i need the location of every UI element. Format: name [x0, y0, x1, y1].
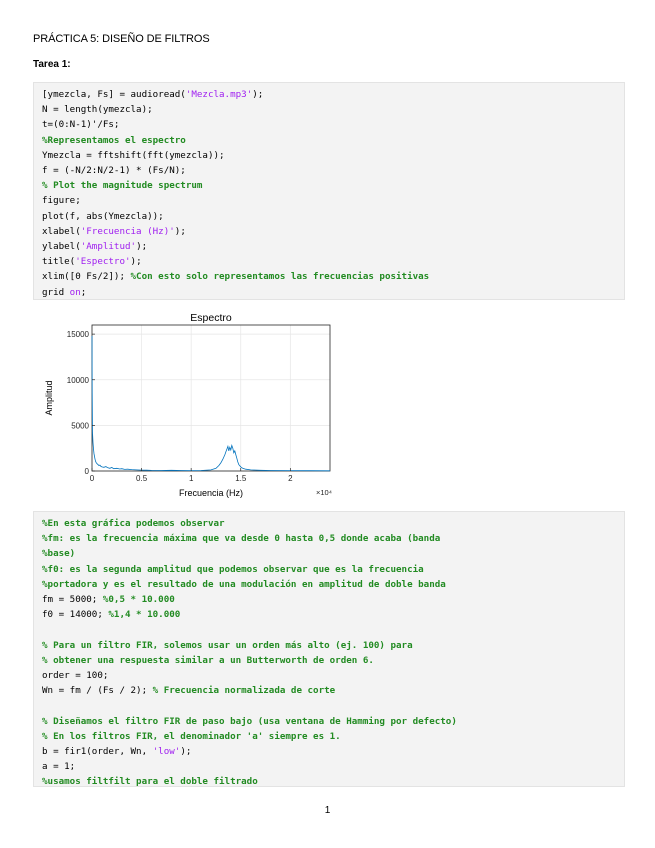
- code-token: %En esta gráfica podemos observar: [42, 518, 225, 529]
- task-heading: Tarea 1:: [33, 59, 71, 70]
- page-number: 1: [324, 805, 331, 816]
- code-line: [42, 622, 616, 637]
- code-line: [42, 269, 616, 284]
- code-line: [42, 592, 616, 607]
- code-line: [42, 577, 616, 592]
- chart-xlabel: Frecuencia (Hz): [178, 488, 244, 498]
- code-token: );: [130, 256, 142, 268]
- spectrum-chart: [40, 308, 340, 503]
- chart-series-line: [92, 336, 330, 471]
- code-line: [42, 209, 616, 224]
- code-token: f = (-N/2:N/2-1) * (Fs/N);: [42, 165, 186, 177]
- code-token: );: [174, 225, 186, 237]
- code-token: % obtener una respuesta similar a un Butterworth de orden 6.: [42, 654, 374, 666]
- code-token: %portadora y es el resultado de una modulación en amplitud de doble banda: [42, 578, 446, 590]
- code-token: on: [69, 286, 81, 298]
- code-line: [42, 744, 616, 759]
- code-token: title(: [42, 256, 76, 268]
- code-token: %Representamos el espectro: [42, 134, 186, 146]
- code-line: [42, 102, 616, 117]
- code-line: [42, 607, 616, 622]
- code-token: order = 100;: [42, 670, 109, 682]
- code-line: [42, 239, 616, 254]
- chart-ytick-label: 10000: [66, 375, 89, 385]
- code-token: %fm: es la frecuencia máxima que va desde 0 hasta 0,5 donde acaba (banda: [42, 533, 441, 545]
- code-token: );: [252, 89, 264, 100]
- code-line: [42, 163, 616, 178]
- code-line: [42, 133, 616, 148]
- code-token: 'Espectro': [75, 256, 131, 268]
- code-line: [42, 224, 616, 239]
- code-token: N = length(ymezcla);: [42, 104, 153, 116]
- code-line: [42, 638, 616, 653]
- code-line: [42, 562, 616, 577]
- code-line: [42, 774, 616, 787]
- code-token: % Diseñamos el filtro FIR de paso bajo (usa ventana de Hamming por defecto): [42, 715, 457, 727]
- code-line: [42, 653, 616, 668]
- code-token: %Con esto solo representamos las frecuencias positivas: [130, 271, 430, 283]
- code-line: [42, 516, 616, 531]
- code-line: [42, 148, 616, 163]
- code-block-1: [33, 82, 625, 300]
- code-token: xlim([0 Fs/2]);: [42, 271, 131, 283]
- code-token: %1,4 * 10.000: [108, 609, 181, 621]
- code-token: % Frecuencia normalizada de corte: [152, 685, 336, 697]
- code-block-2: [33, 511, 625, 787]
- chart-axes-frame: [92, 325, 330, 471]
- code-token: grid: [42, 286, 70, 298]
- code-line: [42, 668, 616, 683]
- code-line: [42, 254, 616, 269]
- code-token: % En los filtros FIR, el denominador 'a' siempre es 1.: [42, 730, 341, 742]
- code-line: [42, 531, 616, 546]
- code-token: f0 = 14000;: [42, 609, 109, 621]
- code-token: a = 1;: [42, 761, 76, 773]
- code-token: 'Amplitud': [80, 241, 137, 253]
- code-line: [42, 729, 616, 744]
- chart-grid: [92, 325, 330, 471]
- code-token: Ymezcla = fftshift(fft(ymezcla));: [42, 149, 225, 161]
- code-token: 'Frecuencia (Hz)': [80, 225, 175, 237]
- code-token: );: [136, 241, 148, 253]
- code-line: [42, 546, 616, 561]
- chart-ytick-label: 5000: [71, 421, 89, 431]
- code-token: %usamos filtfilt para el doble filtrado: [42, 776, 258, 787]
- code-token: %0,5 * 10.000: [102, 594, 175, 606]
- code-line: [42, 178, 616, 193]
- code-token: fm = 5000;: [42, 594, 103, 606]
- chart-x-exponent: ×10⁴: [316, 488, 332, 497]
- code-token: Wn = fm / (Fs / 2);: [42, 685, 153, 697]
- code-token: % Para un filtro FIR, solemos usar un orden más alto (ej. 100) para: [42, 639, 413, 651]
- code-line: [42, 683, 616, 698]
- chart-xtick-label: 2: [288, 474, 293, 483]
- code-token: plot(f, abs(Ymezcla));: [42, 210, 164, 222]
- code-token: b = fir1(order, Wn,: [42, 746, 153, 758]
- chart-ytick-label: 0: [84, 467, 89, 476]
- document-title: PRÁCTICA 5: DISEÑO DE FILTROS: [33, 33, 210, 45]
- code-token: ylabel(: [42, 241, 81, 253]
- code-line: [42, 285, 616, 300]
- code-line: [42, 87, 616, 102]
- code-token: );: [180, 746, 192, 758]
- code-token: figure;: [42, 195, 81, 207]
- chart-xtick-label: 0: [89, 474, 95, 483]
- code-token: %f0: es la segunda amplitud que podemos observar que es la frecuencia: [42, 563, 424, 575]
- chart-xtick-label: 0.5: [136, 474, 148, 483]
- code-token: % Plot the magnitude spectrum: [42, 180, 203, 192]
- chart-title: Espectro: [190, 312, 232, 324]
- chart-ylabel: Amplitud: [44, 380, 54, 416]
- code-line: [42, 759, 616, 774]
- chart-ticks: [67, 330, 293, 483]
- code-token: xlabel(: [42, 225, 81, 237]
- code-line: [42, 117, 616, 132]
- code-token: 'low': [152, 746, 181, 758]
- code-line: [42, 193, 616, 208]
- code-line: [42, 714, 616, 729]
- code-token: ;: [80, 286, 87, 298]
- chart-xtick-label: 1.5: [235, 474, 247, 483]
- chart-xtick-label: 1: [188, 474, 194, 483]
- chart-ytick-label: 15000: [66, 330, 89, 340]
- code-token: [ymezcla, Fs] = audioread(: [42, 89, 186, 100]
- code-line: [42, 698, 616, 713]
- code-token: t=(0:N-1)'/Fs;: [42, 119, 120, 131]
- code-token: 'Mezcla.mp3': [185, 89, 253, 100]
- code-token: %base): [42, 548, 76, 560]
